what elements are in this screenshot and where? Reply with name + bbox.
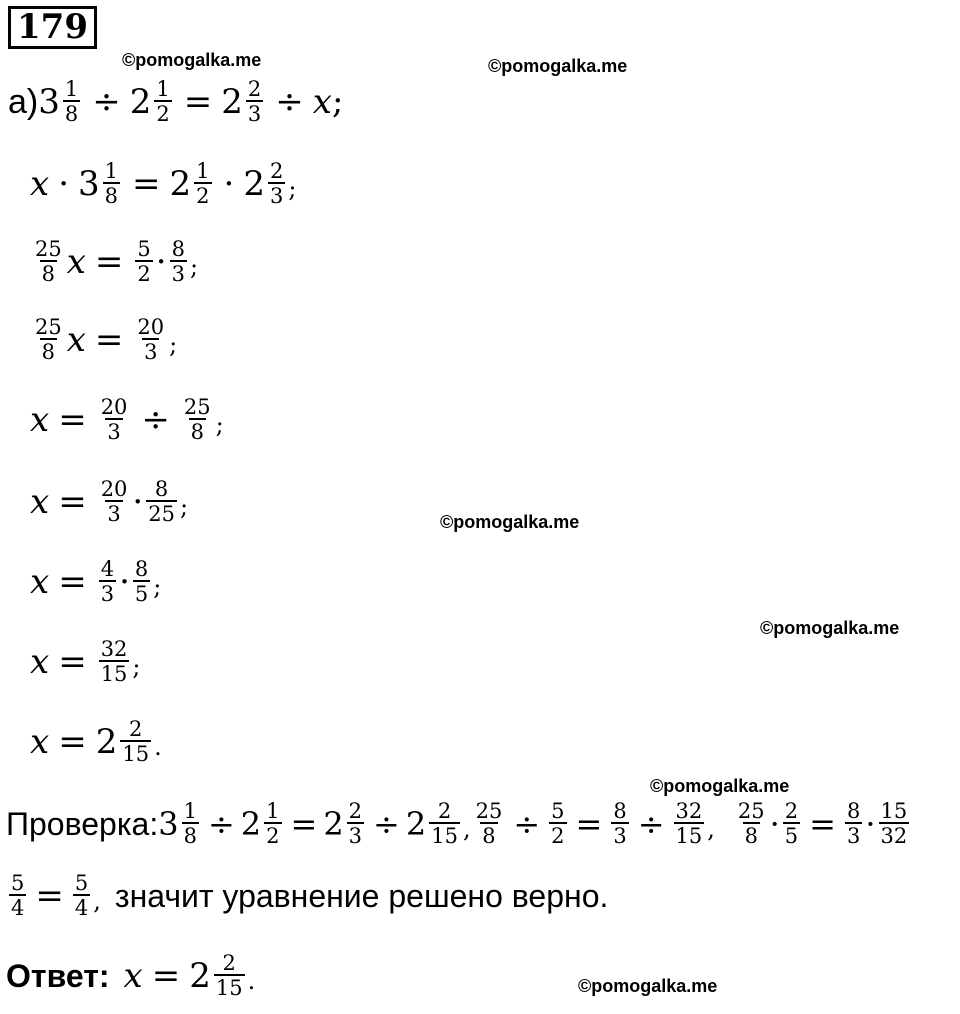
watermark: ©pomogalka.me: [122, 50, 262, 70]
fraction: $\frac{25}{8}$: [35, 237, 62, 287]
equation-line-3: $\frac{25}{8}$ x = $\frac{5}{2}$ · $\frac{8}{3}$ ;: [35, 237, 199, 287]
fraction: $\frac{25}{8}$: [35, 315, 62, 365]
problem-number: 179: [8, 6, 97, 49]
fraction: $\frac{5}{4}$: [74, 871, 89, 921]
fraction: $\frac{25}{8}$: [183, 395, 211, 445]
fraction: $\frac{32}{15}$: [100, 637, 128, 687]
fraction: $\frac{2}{3}$: [348, 799, 363, 849]
fraction: $\frac{8}{3}$: [846, 799, 861, 849]
part-label: а): [8, 82, 39, 121]
fraction: $\frac{32}{15}$: [675, 799, 703, 849]
fraction: $\frac{1}{8}$: [183, 799, 197, 849]
fraction: $\frac{1}{2}$: [156, 77, 170, 127]
answer-label: Ответ:: [6, 957, 110, 994]
fraction: $\frac{25}{8}$: [475, 799, 503, 849]
fraction: $\frac{2}{5}$: [784, 799, 799, 849]
fraction: $\frac{4}{3}$: [100, 557, 115, 607]
fraction: $\frac{1}{2}$: [266, 799, 280, 849]
watermark: ©pomogalka.me: [440, 512, 580, 532]
fraction: $\frac{5}{2}$: [551, 799, 565, 849]
equation-line-4: $\frac{25}{8}$ x = $\frac{20}{3}$ ;: [35, 315, 178, 365]
fraction: $\frac{1}{2}$: [196, 159, 210, 209]
fraction: $\frac{8}{25}$: [148, 477, 175, 527]
fraction: $\frac{5}{2}$: [137, 237, 151, 287]
check-label: Проверка:: [6, 805, 159, 842]
conclusion-text: значит уравнение решено верно.: [114, 877, 609, 914]
watermark: ©pomogalka.me: [488, 56, 628, 76]
fraction: $\frac{2}{15}$: [431, 799, 458, 849]
fraction: $\frac{2}{15}$: [122, 717, 150, 767]
fraction: $\frac{1}{8}$: [104, 159, 119, 209]
watermark: ©pomogalka.me: [650, 776, 790, 796]
equation-line-9: x = 2 $\frac{2}{15}$ .: [30, 717, 162, 767]
equation-line-7: x = $\frac{4}{3}$ · $\frac{8}{5}$ ;: [30, 557, 162, 607]
fraction: $\frac{15}{32}$: [880, 799, 908, 849]
fraction: $\frac{1}{8}$: [64, 77, 79, 127]
fraction: $\frac{8}{3}$: [613, 799, 627, 849]
equation-line-2: x · 3 $\frac{1}{8}$ = 2 $\frac{1}{2}$ · 2 $\frac{2}{3}$ ;: [30, 159, 297, 209]
equation-line-1: а) 3 $\frac{1}{8}$ ÷ 2 $\frac{1}{2}$ = 2 $\frac{2}{3}$ ÷ x ;: [8, 77, 344, 127]
fraction: $\frac{5}{4}$: [11, 871, 25, 921]
watermark: ©pomogalka.me: [578, 976, 718, 996]
fraction: $\frac{20}{3}$: [100, 395, 128, 445]
fraction: $\frac{20}{3}$: [100, 477, 128, 527]
equation-line-5: x = $\frac{20}{3}$ ÷ $\frac{25}{8}$ ;: [30, 395, 224, 445]
check-result-line: $\frac{5}{4}$ = $\frac{5}{4}$ , значит уравнение решено верно.: [11, 871, 609, 921]
answer-line: Ответ: x = 2 $\frac{2}{15}$ .: [6, 951, 256, 1001]
check-line: Проверка: 3 $\frac{1}{8}$ ÷ 2 $\frac{1}{2}$ = 2 $\frac{2}{3}$ ÷ 2 $\frac{2}{15}$ , $\frac{25}{8}$ ÷ $\frac{5}{2}$ = $\frac{8}{3}$ ÷ $\frac{32}{15}$ , $\frac{25}{8}$ · $\frac{2}{5}$ = $\frac{8}{3}$ · $\frac{15}{32}$: [6, 799, 908, 849]
fraction: $\frac{25}{8}$: [737, 799, 765, 849]
fraction: $\frac{20}{3}$: [137, 315, 165, 365]
fraction: $\frac{2}{3}$: [247, 77, 262, 127]
equation-line-8: x = $\frac{32}{15}$ ;: [30, 637, 141, 687]
fraction: $\frac{2}{3}$: [269, 159, 284, 209]
watermark: ©pomogalka.me: [760, 618, 900, 638]
fraction: $\frac{2}{15}$: [215, 951, 243, 1001]
fraction: $\frac{8}{5}$: [134, 557, 149, 607]
equation-line-6: x = $\frac{20}{3}$ · $\frac{8}{25}$ ;: [30, 477, 189, 527]
fraction: $\frac{8}{3}$: [171, 237, 185, 287]
